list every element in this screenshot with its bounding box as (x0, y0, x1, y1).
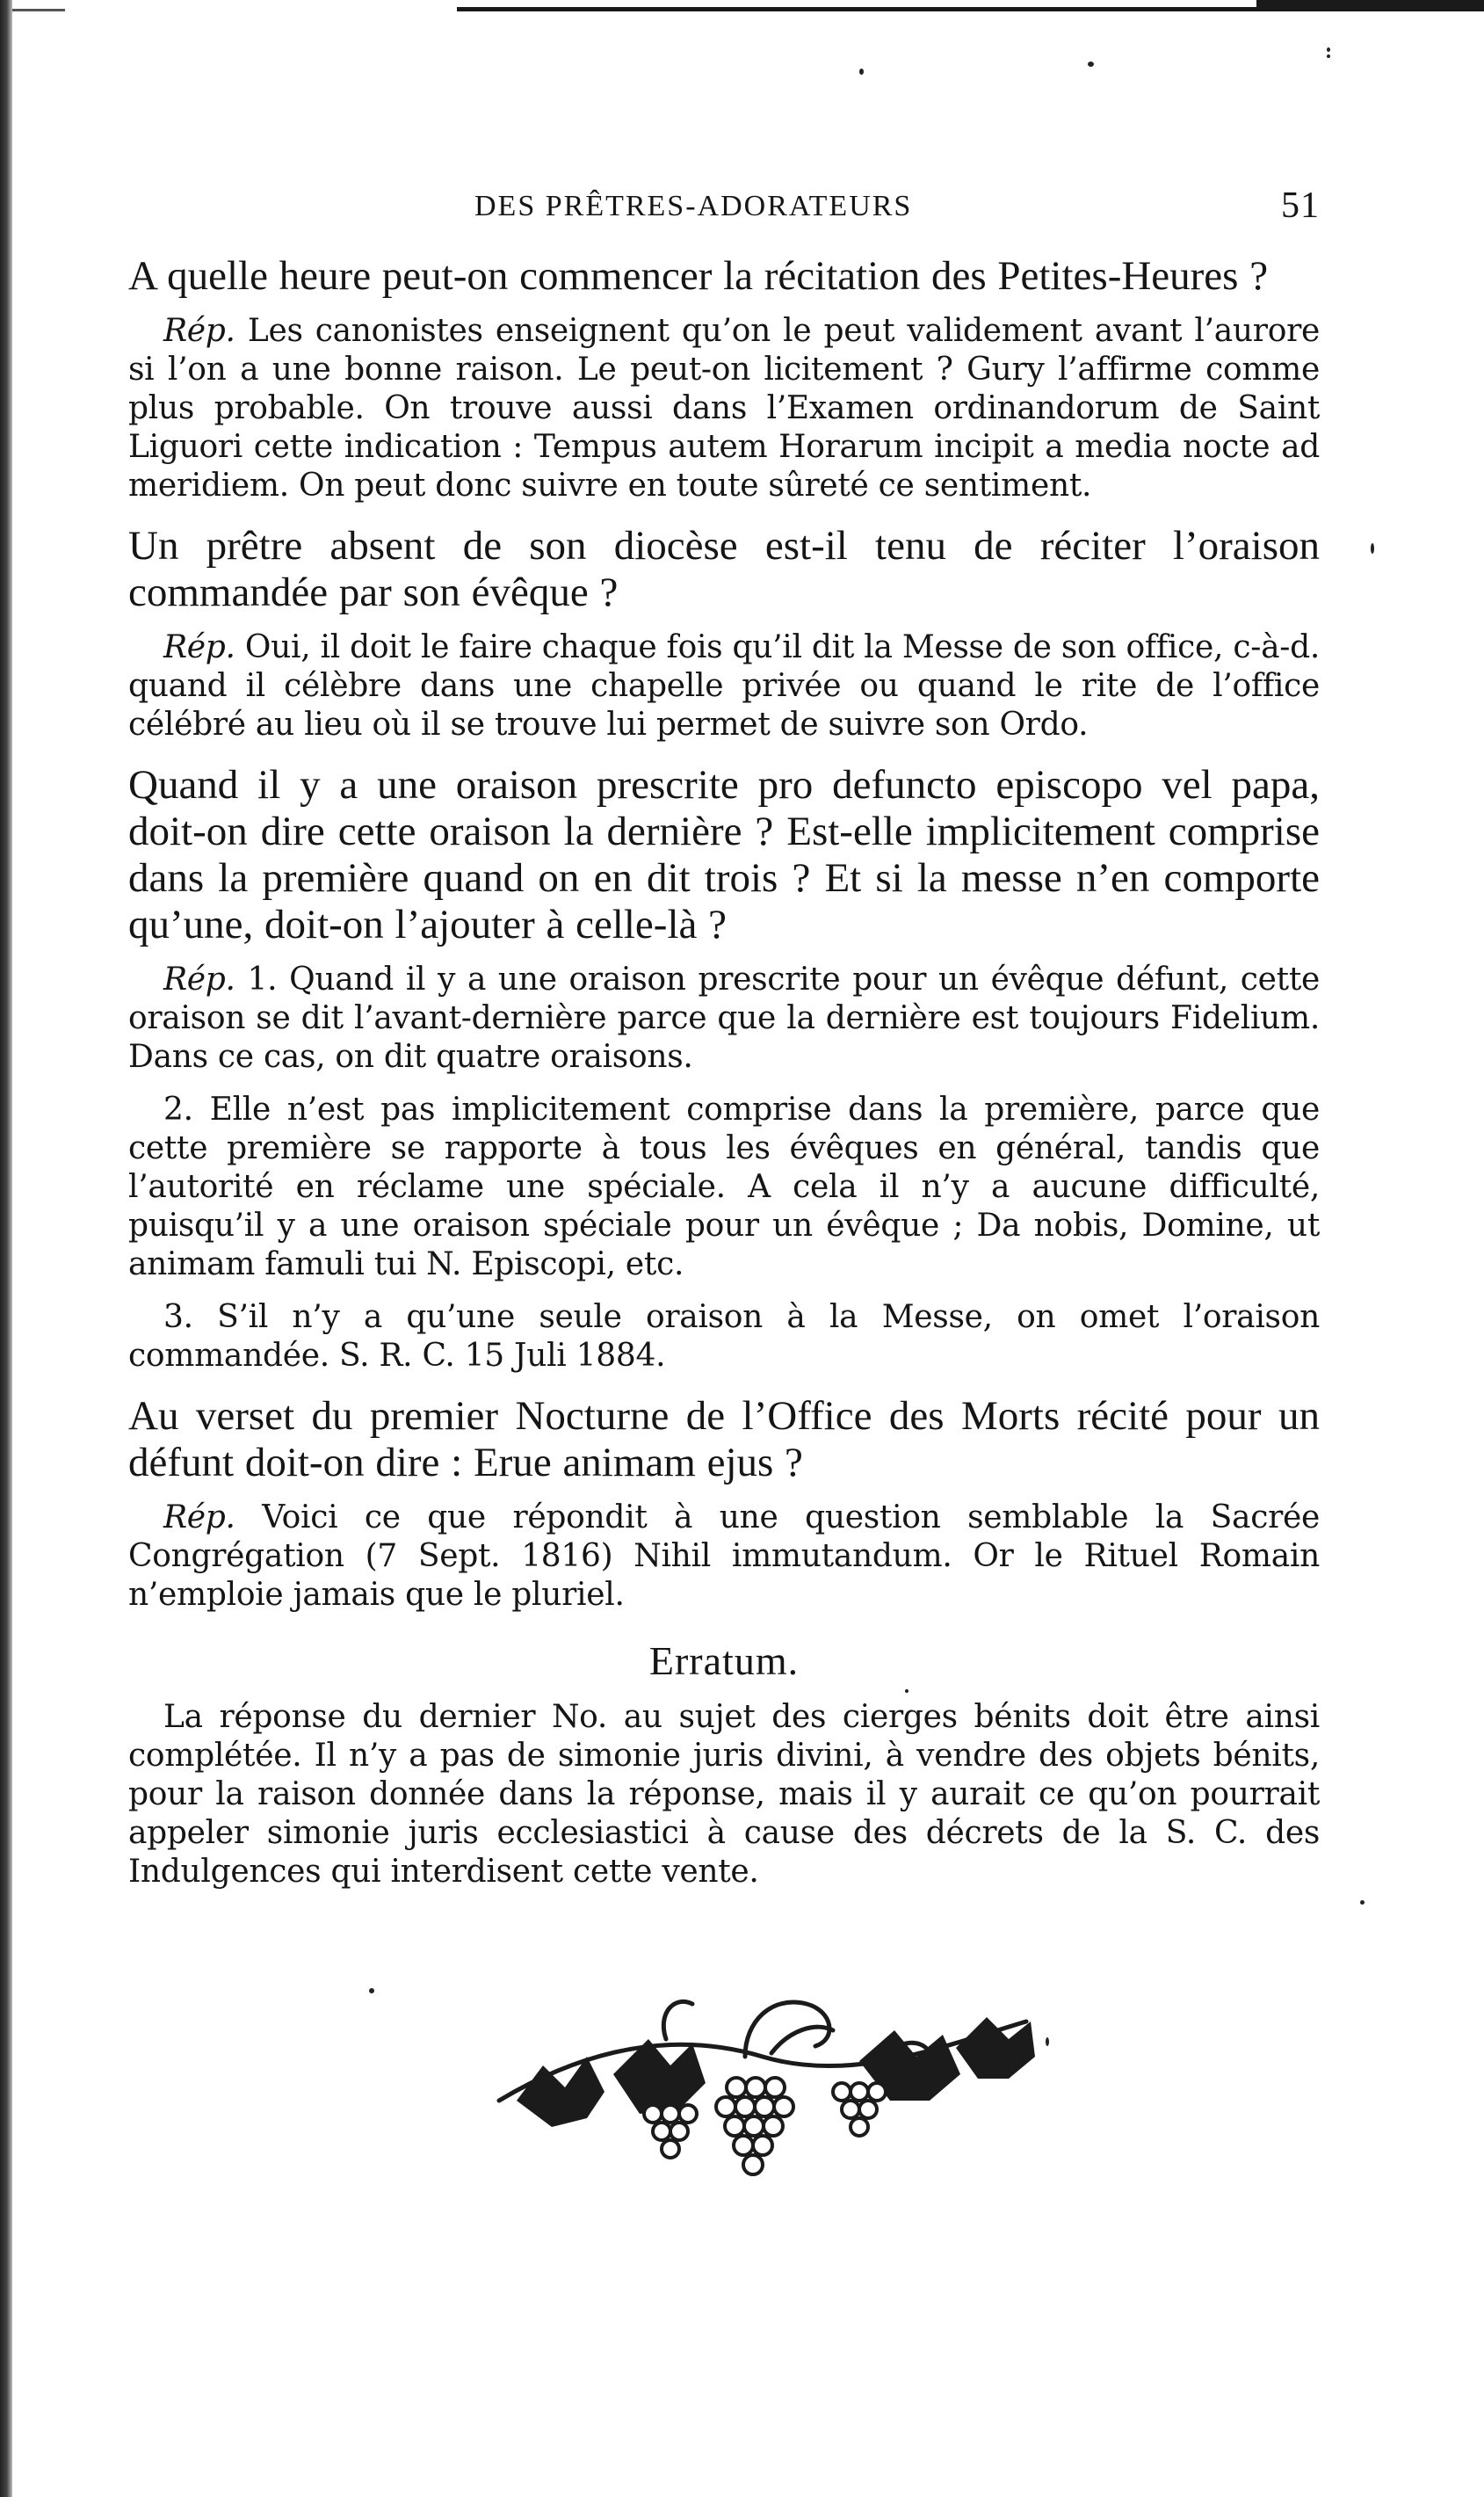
page-edge-top (457, 7, 1484, 11)
answer-text: Oui, il doit le faire chaque fois qu’il dit la Messe de son office, c-à-d. quand il célèbre dans une chapelle privée ou quand le rite de l’office célébré au lieu où il se trouve lui permet de suivre son Ordo. (128, 629, 1320, 743)
answer-label: Rép. (163, 313, 235, 349)
print-speck (1371, 543, 1374, 554)
print-speck (1327, 54, 1330, 58)
print-speck (369, 1988, 374, 1993)
print-speck (1046, 2037, 1049, 2046)
answer-label: Rép. (163, 629, 235, 665)
answer-text: 1. Quand il y a une oraison prescrite pour un évêque défunt, cette oraison se dit l’avant-dernière parce que la dernière est toujours Fidelium. Dans ce cas, on dit quatre oraisons. (128, 962, 1320, 1075)
answer-paragraph: 2. Elle n’est pas implicitement comprise dans la première, parce que cette première se rapporte à tous les évêques en général, tandis que l’autorité en réclame une spéciale. A cela il n’y a aucune difficulté, puisqu’il y a une oraison spéciale pour un évêque ; Da nobis, Domine, ut animam famuli tui N. Episcopi, etc. (128, 1092, 1320, 1282)
print-speck (1088, 62, 1094, 67)
running-title: DES PRÊTRES-ADORATEURS (474, 190, 913, 222)
answer-text: Voici ce que répondit à une question semblable la Sacrée Congrégation (7 Sept. 1816) Nihil immutandum. Or le Rituel Romain n’emploie jamais que le pluriel. (128, 1499, 1320, 1613)
erratum-heading: Erratum. (648, 1638, 800, 1683)
erratum-paragraph: La réponse du dernier No. au sujet des cierges bénits doit être ainsi complétée. Il n’y a pas de simonie juris divini, à vendre des objets bénits, pour la raison donnée dans la réponse, mais il y aurait ce qu’on pourrait appeler simonie juris ecclesiastici à cause des décrets de la S. C. des Indulgences qui interdisent cette vente. (128, 1699, 1320, 1890)
page-edge-left (0, 0, 12, 2497)
answer-paragraph (128, 1499, 1320, 1615)
print-speck (1360, 1900, 1365, 1905)
answer-paragraph (128, 312, 1320, 505)
question-heading: Au verset du premier Nocturne de l’Office des Morts récité pour un défunt doit-on dire : Erue animam ejus ? (128, 1393, 1320, 1485)
answer-label: Rép. (163, 962, 235, 998)
answer-paragraph: 3. S’il n’y a qu’une seule oraison à la Messe, on omet l’oraison commandée. S. R. C. 15 Juli 1884. (128, 1299, 1320, 1374)
page-edge-top-right (1256, 0, 1484, 7)
print-speck (1327, 47, 1330, 52)
page-number: 51 (1281, 185, 1320, 226)
page-content (128, 253, 1320, 1909)
answer-label: Rép. (163, 1499, 235, 1535)
question-heading: Un prêtre absent de son diocèse est-il tenu de réciter l’oraison commandée par son évêque ? (128, 523, 1320, 615)
answer-paragraph (128, 628, 1320, 744)
print-speck (859, 69, 864, 75)
answer-paragraph (128, 961, 1320, 1077)
question-heading: Quand il y a une oraison prescrite pro defuncto episcopo vel papa, doit-on dire cette oraison la dernière ? Est-elle implicitement comprise dans la première quand on en dit trois ? Et si la messe n’en comporte qu’une, doit-on l’ajouter à celle-là ? (128, 762, 1320, 947)
grapevine-ornament-icon (481, 1969, 1044, 2197)
question-heading: A quelle heure peut-on commencer la récitation des Petites-Heures ? (128, 253, 1269, 299)
answer-text: Les canonistes enseignent qu’on le peut validement avant l’aurore si l’on a une bonne raison. Le peut-on licitement ? Gury l’affirme comme plus probable. On trouve aussi dans l’Examen ordinandorum de Saint Liguori cette indication : Tempus autem Horarum incipit a media nocte ad meridiem. On peut donc suivre en toute sûreté ce sentiment. (128, 313, 1320, 504)
page-edge-top-left (12, 9, 65, 11)
